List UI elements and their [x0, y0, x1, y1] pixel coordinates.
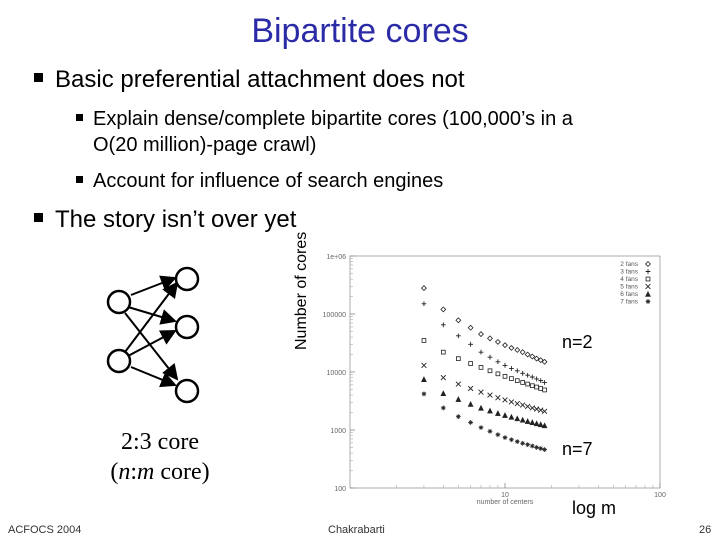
diagram-caption-line2 [70, 457, 250, 487]
data-point [515, 368, 520, 373]
bullet-1 [34, 66, 465, 94]
sub-bullet-2-text: Account for influence of search engines [93, 170, 444, 192]
legend-label: 7 fans [620, 298, 638, 306]
data-point [515, 416, 520, 421]
legend-marker [646, 277, 650, 281]
data-point [542, 423, 547, 428]
data-point [530, 444, 535, 449]
center-node [176, 268, 198, 290]
core-edge [128, 307, 175, 321]
data-point [441, 322, 446, 327]
plot-frame [350, 256, 660, 488]
legend-marker [646, 262, 651, 267]
data-point [479, 332, 484, 337]
data-point [488, 393, 493, 398]
sub-bullet-1-cont-text: O(20 million)-page crawl) [93, 134, 317, 156]
data-point [469, 362, 473, 366]
data-point [422, 339, 426, 343]
caption-paren-close: core) [154, 459, 210, 485]
data-point [488, 336, 493, 341]
data-point [479, 390, 484, 395]
footer-left: ACFOCS 2004 [8, 524, 82, 536]
data-point [422, 377, 427, 382]
data-point [526, 382, 530, 386]
data-point [534, 421, 539, 426]
data-point [539, 387, 543, 391]
data-point [488, 369, 492, 373]
bullet-2 [34, 206, 296, 234]
data-point [530, 406, 535, 411]
data-point [530, 354, 535, 359]
data-point [422, 391, 427, 396]
data-point [535, 385, 539, 389]
data-point [515, 439, 520, 444]
data-point [543, 388, 547, 392]
data-point [530, 420, 535, 425]
bullet-square-icon [76, 114, 83, 121]
data-point [496, 359, 501, 364]
bullet-2-text: The story isn’t over yet [55, 206, 297, 233]
data-point [441, 406, 446, 411]
caption-m: m [137, 459, 155, 485]
data-point [479, 350, 484, 355]
data-point [503, 413, 508, 418]
data-point [468, 420, 473, 425]
caption-n: n [118, 459, 131, 485]
slide-title: Bipartite cores [251, 12, 469, 50]
data-point [509, 366, 514, 371]
x-axis-label: number of centers [476, 499, 534, 506]
data-point [496, 395, 501, 400]
data-point [479, 406, 484, 411]
data-point [479, 365, 483, 369]
data-point [520, 441, 525, 446]
data-point [542, 447, 547, 452]
data-point [496, 340, 501, 345]
data-point [456, 414, 461, 419]
diagram-caption-line1: 2:3 core [121, 429, 199, 455]
data-point [509, 377, 513, 381]
cores-chart [310, 248, 680, 510]
center-node [176, 316, 198, 338]
chart-annotation-n2: n=2 [562, 332, 593, 352]
sub-bullet-1-text: Explain dense/complete bipartite cores (100,000’s in a [93, 108, 573, 130]
data-point [509, 400, 514, 405]
data-point [488, 408, 493, 413]
footer-center: Chakrabarti [328, 524, 385, 536]
data-point [515, 348, 520, 353]
sub-bullet-1 [76, 107, 573, 131]
data-point [503, 374, 507, 378]
data-point [542, 409, 547, 414]
data-point [441, 307, 446, 312]
legend-marker [646, 284, 651, 289]
y-tick-label: 1e+06 [326, 254, 346, 261]
chart-annotation-n7: n=7 [562, 439, 593, 459]
bipartite-core-diagram [95, 255, 220, 415]
data-point [503, 398, 508, 403]
center-node [176, 380, 198, 402]
data-point [530, 384, 534, 388]
data-point [441, 375, 446, 380]
legend-label: 2 fans [620, 261, 638, 268]
chart-y-axis-label: Number of cores [293, 231, 310, 350]
legend-label: 6 fans [620, 291, 638, 298]
y-tick-label: 1000 [330, 428, 346, 435]
x-tick-label: 10 [501, 492, 509, 499]
data-point [538, 422, 543, 427]
legend-label: 5 fans [620, 283, 638, 291]
data-point [525, 442, 530, 447]
legend-marker [646, 299, 651, 304]
data-point [503, 343, 508, 348]
data-point [468, 325, 473, 330]
data-point [456, 318, 461, 323]
x-tick-label: 100 [654, 492, 666, 499]
data-point [503, 363, 508, 368]
data-point [520, 371, 525, 376]
sub-bullet-2 [76, 169, 443, 193]
y-tick-label: 10000 [326, 370, 346, 377]
bullet-square-icon [34, 73, 43, 82]
data-point [521, 381, 525, 385]
legend-label: 3 fans [620, 268, 638, 276]
data-point [509, 346, 514, 351]
chart-annotation-log-m: log m [572, 498, 617, 518]
data-point [534, 407, 539, 412]
data-point [496, 372, 500, 376]
data-point [525, 419, 530, 424]
data-point [515, 401, 520, 406]
data-point [538, 408, 543, 413]
data-point [503, 435, 508, 440]
data-point [520, 417, 525, 422]
data-point [515, 379, 519, 383]
footer-right: 26 [699, 524, 712, 536]
data-point [422, 363, 427, 368]
fan-node [108, 291, 130, 313]
data-point [479, 425, 484, 430]
data-point [468, 342, 473, 347]
data-point [488, 429, 493, 434]
bullet-square-icon [76, 176, 83, 183]
data-point [534, 377, 539, 382]
data-point [468, 402, 473, 407]
data-point [520, 403, 525, 408]
sub-bullet-1-cont [93, 133, 316, 157]
core-edge [125, 313, 177, 379]
data-point [488, 355, 493, 360]
core-edge [131, 278, 175, 295]
data-point [530, 375, 535, 380]
data-point [456, 382, 461, 387]
data-point [534, 445, 539, 450]
data-point [441, 391, 446, 396]
bullet-square-icon [34, 213, 43, 222]
fan-node [108, 350, 130, 372]
data-point [422, 286, 427, 291]
data-point [441, 350, 445, 354]
data-point [525, 404, 530, 409]
data-point [456, 397, 461, 402]
data-point [538, 446, 543, 451]
data-point [496, 432, 501, 437]
legend-marker [646, 292, 651, 297]
data-point [520, 350, 525, 355]
data-point [525, 352, 530, 357]
caption-colon: : [130, 459, 138, 485]
bullet-1-text: Basic preferential attachment does not [55, 66, 465, 93]
core-edge [128, 331, 175, 356]
legend-marker [646, 269, 651, 274]
data-point [456, 357, 460, 361]
legend-label: 4 fans [620, 276, 638, 283]
data-point [509, 415, 514, 420]
data-point [509, 437, 514, 442]
data-point [525, 373, 530, 378]
data-point [456, 333, 461, 338]
caption-paren-open: ( [110, 459, 119, 485]
data-point [468, 386, 473, 391]
y-tick-label: 100000 [322, 312, 346, 319]
data-point [496, 411, 501, 416]
y-tick-label: 100 [334, 486, 346, 493]
data-point [422, 301, 427, 306]
